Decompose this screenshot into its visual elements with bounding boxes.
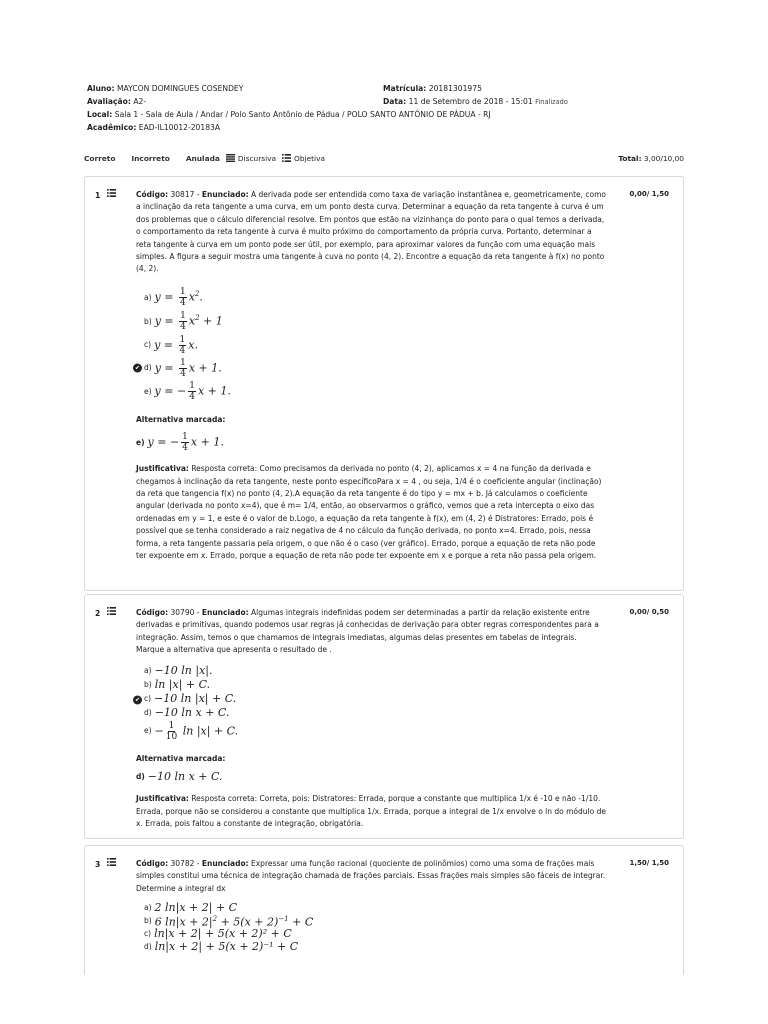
marked-letter: e) <box>136 437 145 447</box>
marked-title: Alternativa marcada: <box>136 753 226 763</box>
filter-discursiva-label: Discursiva <box>237 153 277 163</box>
justificativa <box>136 793 606 830</box>
question-body <box>136 858 606 953</box>
filter-anulada[interactable]: Anulada <box>185 153 220 163</box>
filter-correto[interactable]: Correto <box>84 153 116 163</box>
marked-title: Alternativa marcada: <box>136 414 226 424</box>
question-number: 1 <box>95 191 101 200</box>
total-value: 3,00/10,00 <box>643 153 684 163</box>
aluno-value: MAYCON DOMINGUES COSENDEY <box>116 84 244 93</box>
marked-answer: e) y = − $\frac{1}{4}$ x + 1. <box>136 432 224 454</box>
option-e: e) − $\frac{1}{10}$ ln |x| + C. <box>144 721 239 743</box>
filter-objetiva-label: Objetiva <box>294 153 326 163</box>
enunciado-text: Algumas integrais indefinidas podem ser determinadas a partir da relação existente entre derivadas e primitivas, quando podemos usar regras já conhecidas de derivação para obter regras correspondentes para a integração. Assim, temos o que chamamos de integrais imediatas, algumas delas presentes em tabelas de integrais. Marque a alternativa que apresenta o resultado de . <box>136 608 599 655</box>
option-e: e) y = − $\frac{1}{4}$ x + 1. <box>144 381 231 403</box>
option-b: b) y = $\frac{1}{4}$ $x^2 + 1$ <box>144 311 223 333</box>
marked-expr: −10 ln x + C. <box>147 770 223 784</box>
filter-bar <box>84 152 684 164</box>
code-value: 30790 - <box>170 608 200 617</box>
question-list-icon[interactable] <box>107 858 116 866</box>
question-number: 3 <box>95 860 101 869</box>
data-value: 11 de Setembro de 2018 - 15:01 <box>408 97 533 106</box>
total-label: Total: <box>618 153 642 163</box>
matricula-value: 20181301975 <box>428 84 482 93</box>
avaliacao-label: Avaliação: <box>87 97 131 106</box>
question-text <box>136 858 606 895</box>
option-c: c) y = $\frac{1}{4}$ x. <box>144 334 198 356</box>
question-body <box>136 189 606 563</box>
academico-value: EAD-IL10012-20183A <box>138 123 221 132</box>
option-b: b) ln |x| + C. <box>144 678 211 692</box>
just-text: Resposta correta: Correta, pois: Distratores: Errada, porque a constante que multiplica 1/x é -10 e não -1/10. Errada, porque não se considerou a constante que multiplica 1/x. Errada, porque a integral de 1/x envolve o ln do módulo de x. Errada, pois faltou a constante de integração, obrigatória. <box>136 794 606 829</box>
option-b: b) 6 $\ln|x + 2|^2 + 5(x + 2)^{-1} + C$ <box>144 914 314 929</box>
filter-objetiva[interactable] <box>282 154 325 163</box>
enunciado-label: Enunciado: <box>201 190 249 199</box>
options-list <box>134 286 606 404</box>
correct-check-icon: ✔ <box>134 696 141 704</box>
question-text <box>136 189 606 276</box>
list-icon <box>226 154 235 162</box>
option-a: a) y = $\frac{1}{4}$ $x^2$. <box>144 287 203 309</box>
option-a: a) −10 ln |x|. <box>144 664 213 678</box>
option-a: a) 2 ln|x + 2| + C <box>144 900 238 914</box>
question-score: 0,00/ 1,50 <box>629 190 669 198</box>
question-body <box>136 607 606 831</box>
code-label: Código: <box>136 190 169 199</box>
enunciado-label: Enunciado: <box>201 859 249 868</box>
option-d: d) −10 ln x + C. <box>144 706 230 720</box>
question-card-2 <box>84 594 684 839</box>
question-score: 1,50/ 1,50 <box>629 859 669 867</box>
option-c: c) ln|x + 2| + 5(x + 2)² + C <box>144 926 292 940</box>
enunciado-label: Enunciado: <box>201 608 249 617</box>
options-list <box>144 901 606 953</box>
code-label: Código: <box>136 859 169 868</box>
question-score: 0,00/ 0,50 <box>629 608 669 616</box>
filter-incorreto[interactable]: Incorreto <box>131 153 170 163</box>
code-label: Código: <box>136 608 169 617</box>
question-list-icon[interactable] <box>107 189 116 197</box>
academico-label: Acadêmico: <box>87 123 137 132</box>
just-label: Justificativa: <box>136 464 189 474</box>
matricula-label: Matrícula: <box>383 84 427 93</box>
marked-answer <box>136 771 606 783</box>
exam-header <box>87 82 687 134</box>
aluno-label: Aluno: <box>87 84 115 93</box>
filter-discursiva[interactable] <box>226 154 276 163</box>
status-text: Finalizado <box>535 98 568 106</box>
code-value: 30782 - <box>170 859 200 868</box>
code-value: 30817 - <box>170 190 200 199</box>
total-score <box>618 154 684 163</box>
avaliacao-value: A2- <box>133 97 147 106</box>
question-card-1 <box>84 176 684 591</box>
data-label: Data: <box>383 97 407 106</box>
question-card-3 <box>84 845 684 975</box>
option-d: d) ln|x + 2| + 5(x + 2)⁻¹ + C <box>144 939 299 953</box>
option-c: ✔ c) −10 ln |x| + C. <box>134 692 237 706</box>
just-label: Justificativa: <box>136 794 189 804</box>
enunciado-text: A derivada pode ser entendida como taxa de variação instantânea e, geometricamente, como a inclinação da reta tangente a uma curva, em um ponto desta curva. Determinar a equação da reta tangente à curva é um dos problemas que o cálculo diferencial resolve. Em pontos que estão na vizinhança do ponto para o qual temos a derivada, o comportamento da reta tangente à curva é muito próximo do comportamento da própria curva. Portanto, determinar a reta tangente à curva em um ponto pode ser útil, por exemplo, para aproximar valores da função com uma equação mais simples. A figura a seguir mostra uma tangente à cuva no ponto (4, 2). Encontre a equação da reta tangente à f(x) no ponto (4, 2). <box>136 190 607 274</box>
question-number: 2 <box>95 609 101 618</box>
marked-letter: d) <box>136 772 145 782</box>
option-d: ✔ d) y = $\frac{1}{4}$ x + 1. <box>134 357 222 379</box>
local-value: Sala 1 - Sala de Aula / Andar / Polo Santo Antônio de Pádua / POLO SANTO ANTÔNIO DE PÁDUA - RJ <box>114 110 491 119</box>
justificativa <box>136 463 606 562</box>
bulleted-list-icon <box>282 154 291 162</box>
just-text: Resposta correta: Como precisamos da derivada no ponto (4, 2), aplicamos x = 4 na função da derivada e chegamos à inclinação da reta tangente, neste ponto específicoPara x = 4 , ou seja, 1/4 é o coeficiente angular (inclinação) da reta que tangencia f(x) no ponto (4, 2).A equação da reta tangente é do tipo y = mx + b. Já calculamos o coeficiente angular (derivada no ponto x=4), que é m= 1/4, então, ao observarmos o gráfico, vemos que a reta intercepta o eixo das ordenadas em y = 1, e este é o valor de b.Logo, a equação da reta tangente à f(x), em (4, 2) é Distratores: Errado, pois é possível que se tenha considerado a raiz negativa de 4 no cálculo da função derivada, no ponto x=4. Errado, pois, nessa forma, a reta tangente passaria pela origem, o que não é o caso (ver gráfico). Errado, porque a equação de reta não pode ter expoente em x. Errado, porque a equação de reta não pode ter expoente em x e porque a reta não passa pela origem. <box>136 464 602 561</box>
enunciado-text: Expressar uma função racional (quociente de polinômios) como uma soma de frações mais simples constitui uma técnica de integração chamada de frações parciais. Essas frações mais simples são fáceis de integrar. Determine a integral dx <box>136 859 606 893</box>
question-list-icon[interactable] <box>107 607 116 615</box>
correct-check-icon: ✔ <box>134 364 141 372</box>
local-label: Local: <box>87 110 113 119</box>
options-list <box>134 664 606 743</box>
question-text <box>136 607 606 657</box>
